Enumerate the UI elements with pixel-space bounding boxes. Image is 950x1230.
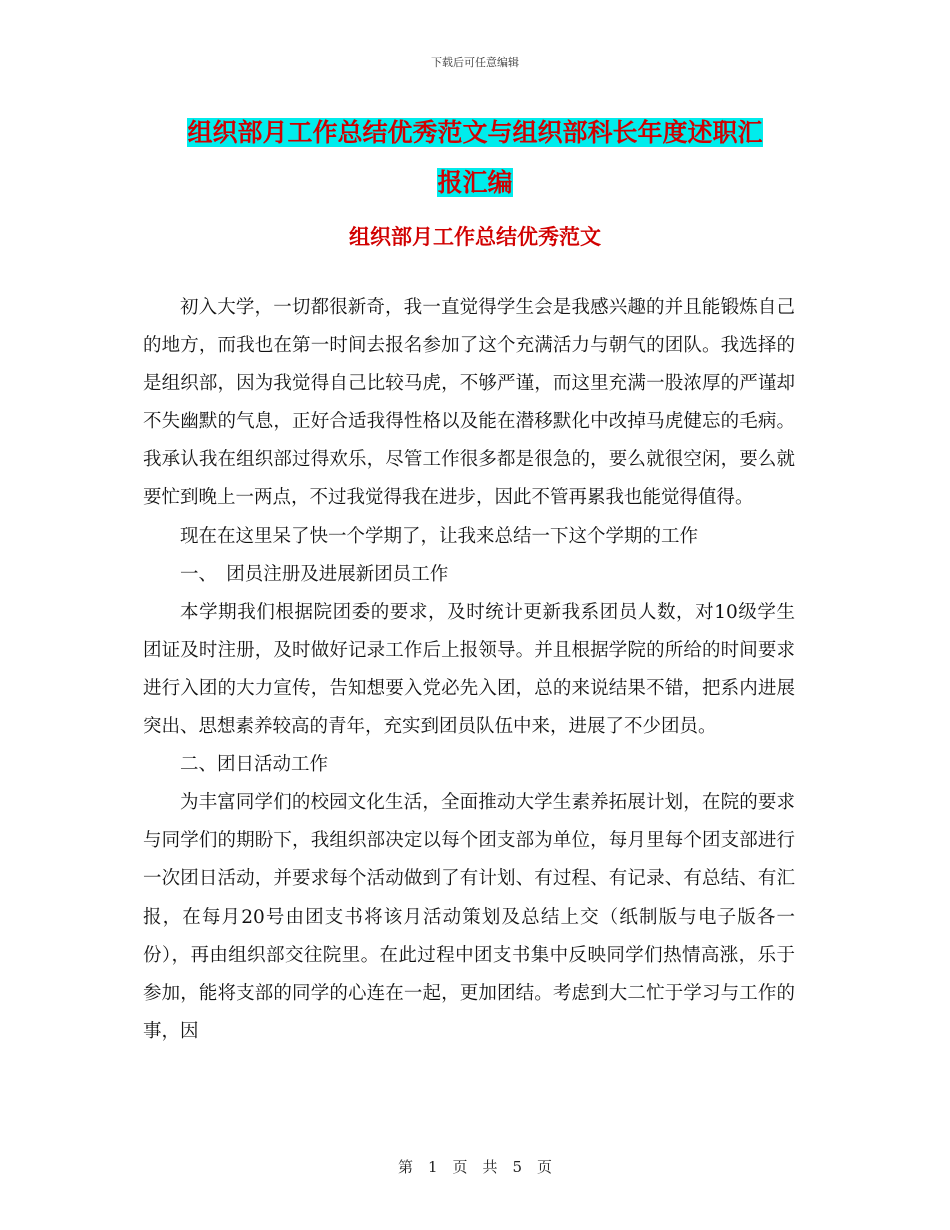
document-title-line-1: 组织部月工作总结优秀范文与组织部科长年度述职汇 (187, 118, 763, 147)
section-title: 组织部月工作总结优秀范文 (349, 224, 601, 249)
page-header: 下载后可任意编辑 (431, 56, 519, 69)
paragraph: 现在在这里呆了快一个学期了，让我来总结一下这个学期的工作 (180, 525, 699, 547)
paragraph-heading: 二、团日活动工作 (180, 754, 329, 776)
document-title-line-2: 报汇编 (437, 168, 513, 197)
page-number-footer: 第 1 页 共 5 页 (397, 1158, 553, 1176)
paragraph-heading: 一、 团员注册及进展新团员工作 (180, 563, 449, 585)
paragraph: 本学期我们根据院团委的要求，及时统计更新我系团员人数，对10级学生团证及时注册，及时做好记录工作后上报领导。并且根据学院的所给的时间要求进行入团的大力宣传，告知想要入党必先入团，总的来说结果不错，把系内进展突出、思想素养较高的青年，充实到团员队伍中来，进展了不少团员。 (143, 601, 795, 738)
paragraph: 初入大学，一切都很新奇，我一直觉得学生会是我感兴趣的并且能锻炼自己的地方，而我也在第一时间去报名参加了这个充满活力与朝气的团队。我选择的是组织部，因为我觉得自己比较马虎，不够严谨，而这里充满一股浓厚的严谨却不失幽默的气息，正好合适我得性格以及能在潜移默化中改掉马虎健忘的毛病。我承认我在组织部过得欢乐，尽管工作很多都是很急的，要么就很空闲，要么就要忙到晚上一两点，不过我觉得我在进步，因此不管再累我也能觉得值得。 (143, 297, 795, 509)
paragraph: 为丰富同学们的校园文化生活，全面推动大学生素养拓展计划，在院的要求与同学们的期盼下，我组织部决定以每个团支部为单位，每月里每个团支部进行一次团日活动，并要求每个活动做到了有计划、有过程、有记录、有总结、有汇报，在每月20号由团支书将该月活动策划及总结上交（纸制版与电子版各一份），再由组织部交往院里。在此过程中团支书集中反映同学们热情高涨，乐于参加，能将支部的同学的心连在一起，更加团结。考虑到大二忙于学习与工作的事，因 (143, 792, 795, 1042)
document-title (150, 108, 800, 208)
body-text (143, 289, 795, 1051)
